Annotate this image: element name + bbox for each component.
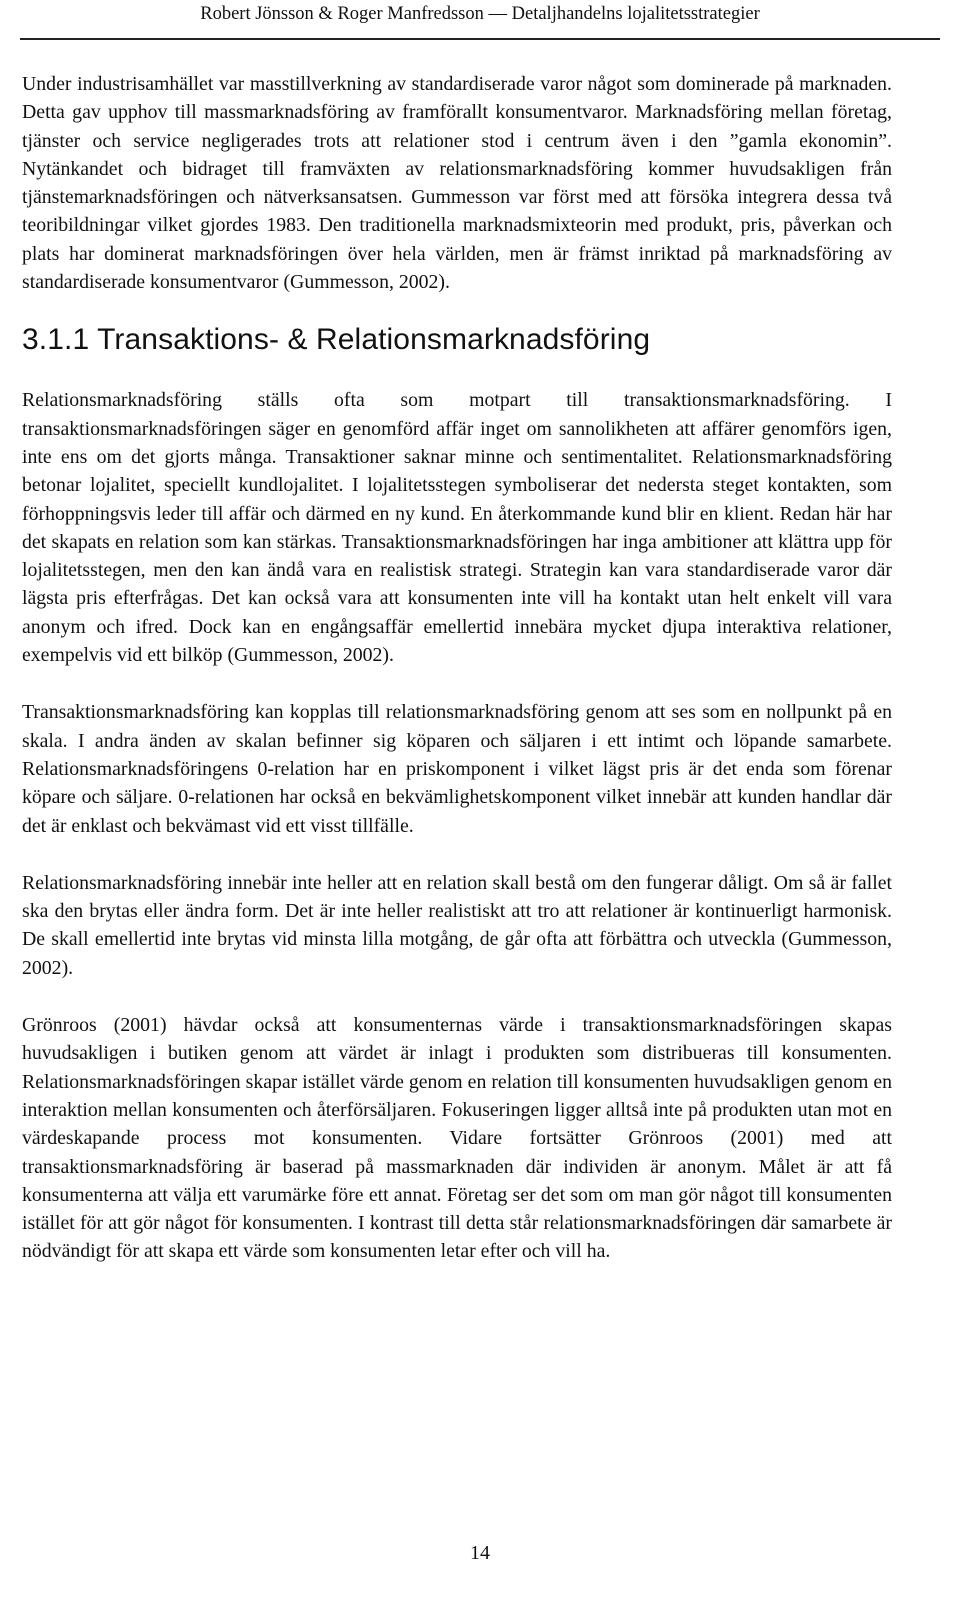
intro-paragraph: Under industrisamhället var masstillverkning av standardiserade varor något som dominerade på marknaden. Detta gav upphov till massmarknadsföring av framförallt konsumentvaror. Marknadsföring mellan företag, tjänster och service negligerades trots att relationer stod i centrum även i den ”gamla ekonomin”. Nytänkandet och bidraget till framväxten av relationsmarknadsföring kommer huvudsakligen från tjänstemarknadsföringen och nätverksansatsen. Gummesson var först med att försöka integrera dessa två teoribildningar vilket gjordes 1983. Den traditionella marknadsmixteorin med produkt, pris, påverkan och plats har dominerat marknadsföringen över hela världen, men är främst inriktad på marknadsföring av standardiserade konsumentvaror (Gummesson, 2002).	[22, 73, 892, 294]
section-paragraph-1: Relationsmarknadsföring ställs ofta som motpart till transaktionsmarknadsföring. I transaktionsmarknadsföringen säger en genomförd affär inget om sannolikheten att affärer genomförs igen, inte ens om det gjorts många. Transaktioner saknar minne och sentimentalitet. Relationsmarknadsföring betonar lojalitet, speciellt kundlojalitet. I lojalitetsstegen symboliserar det nedersta steget kontakten, som förhoppningsvis leder till affär och därmed en ny kund. En återkommande kund blir en klient. Redan här har det skapats en relation som kan stärkas. Transaktionsmarknadsföringen har inga ambitioner att klättra upp för lojalitetsstegen, men den kan ändå vara en realistisk strategi. Strategin kan vara standardiserade varor där lägsta pris efterfrågas. Det kan också vara att konsumenten inte vill ha kontakt utan helt enkelt vill vara anonym och ifred. Dock kan en engångsaffär emellertid innebära mycket djupa interaktiva relationer, exempelvis vid ett bilköp (Gummesson, 2002).	[22, 389, 892, 667]
page-body	[22, 70, 892, 1295]
header-rule	[20, 38, 940, 40]
running-header	[0, 0, 960, 40]
page-number-label: 14	[470, 1542, 490, 1564]
page-number	[0, 1541, 960, 1565]
running-title: Robert Jönsson & Roger Manfredsson ― Detaljhandelns lojalitetsstrategier	[200, 4, 760, 24]
section-paragraph-4: Grönroos (2001) hävdar också att konsumenternas värde i transaktionsmarknadsföringen skapas huvudsakligen i butiken genom att värdet är inlagt i produkten som distribueras till konsumenten. Relationsmarknadsföringen skapar istället värde genom en relation till konsumenten huvudsakligen genom en interaktion mellan konsumenten och återförsäljaren. Fokuseringen ligger alltså inte på produkten utan mot en värdeskapande process mot konsumenten. Vidare fortsätter Grönroos (2001) med att transaktionsmarknadsföring är baserad på massmarknaden där individen är anonym. Målet är att få konsumenterna att välja ett varumärke före ett annat. Företag ser det som om man gör något till konsumenten istället för att gör något för konsumenten. I kontrast till detta står relationsmarknadsföringen där samarbete är nödvändigt för att skapa ett värde som konsumenten letar efter och vill ha.	[22, 1014, 892, 1263]
section-heading: 3.1.1 Transaktions- & Relationsmarknadsföring	[22, 323, 651, 357]
section-paragraph-3: Relationsmarknadsföring innebär inte heller att en relation skall bestå om den fungerar dåligt. Om så är fallet ska den brytas eller ändra form. Det är inte heller realistiskt att tro att relationer är kontinuerligt harmonisk. De skall emellertid inte brytas vid minsta lilla motgång, de går ofta att förbättra och utveckla (Gummesson, 2002).	[22, 871, 892, 979]
section-paragraph-2: Transaktionsmarknadsföring kan kopplas till relationsmarknadsföring genom att ses som en nollpunkt på en skala. I andra änden av skalan befinner sig köparen och säljaren i ett intimt och löpande samarbete. Relationsmarknadsföringens 0-relation har en priskomponent i vilket lägst pris är det enda som förenar köpare och säljare. 0-relationen har också en bekvämlighetskomponent vilket innebär att kunden handlar där det är enklast och bekvämast vid ett visst tillfälle.	[22, 701, 892, 837]
